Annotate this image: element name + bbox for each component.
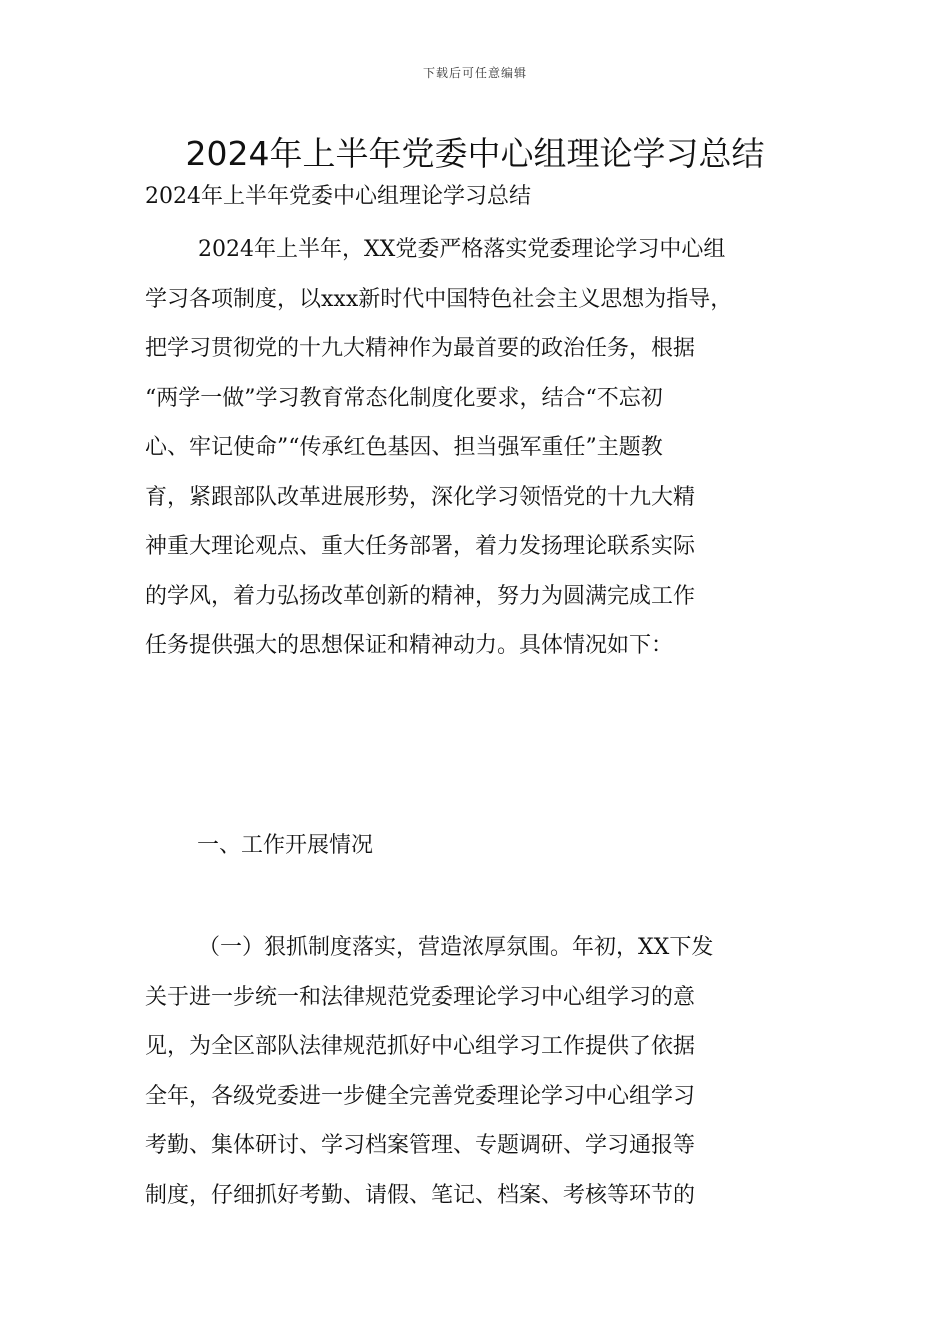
section-paragraph: [145, 923, 810, 1220]
paragraph-line: “两学一做”学习教育常态化制度化要求，结合“不忘初: [145, 385, 663, 411]
paragraph-line: 神重大理论观点、重大任务部署，着力发扬理论联系实际: [145, 534, 696, 559]
section-heading: 一、工作开展情况: [197, 833, 374, 858]
header-note: 下载后可任意编辑: [422, 66, 527, 80]
paragraph-line: 心、牢记使命”“传承红色基因、担当强军重任”主题教: [145, 435, 663, 460]
paragraph-line: 考勤、集体研讨、学习档案管理、专题调研、学习通报等: [145, 1133, 696, 1158]
paragraph-line: 学习各项制度，以xxx新时代中国特色社会主义思想为指导，: [145, 286, 733, 312]
paragraph-line: 育，紧跟部队改革进展形势，深化学习领悟党的十九大精: [145, 484, 696, 510]
document-subtitle: 2024年上半年党委中心组理论学习总结: [145, 184, 531, 209]
paragraph-line: 把学习贯彻党的十九大精神作为最首要的政治任务，根据: [145, 336, 696, 361]
paragraph-line: 全年，各级党委进一步健全完善党委理论学习中心组学习: [145, 1083, 696, 1109]
intro-paragraph: [145, 225, 810, 671]
paragraph-line: 任务提供强大的思想保证和精神动力。具体情况如下：: [145, 633, 674, 658]
paragraph-line: 2024年上半年，XX党委严格落实党委理论学习中心组: [198, 237, 726, 262]
paragraph-line: 的学风，着力弘扬改革创新的精神，努力为圆满完成工作: [145, 583, 696, 609]
document-title: 2024年上半年党委中心组理论学习总结: [185, 134, 765, 173]
paragraph-line: 关于进一步统一和法律规范党委理论学习中心组学习的意: [145, 984, 696, 1010]
paragraph-line: 见，为全区部队法律规范抓好中心组学习工作提供了依据: [145, 1034, 696, 1059]
paragraph-line: 制度，仔细抓好考勤、请假、笔记、档案、考核等环节的: [145, 1182, 696, 1208]
paragraph-line: （一）狠抓制度落实，营造浓厚氛围。年初，XX下发: [198, 935, 714, 960]
